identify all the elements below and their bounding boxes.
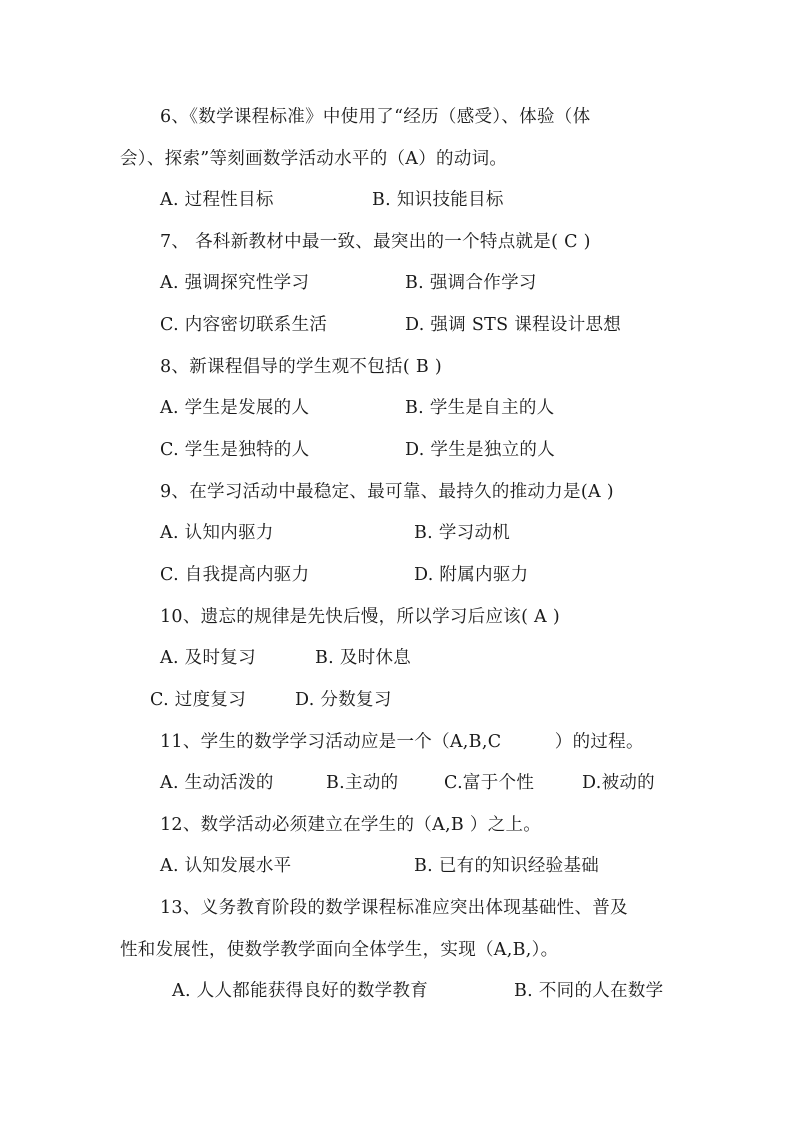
q12-option-b: B. 已有的知识经验基础 bbox=[414, 856, 600, 876]
q10-option-b: B. 及时休息 bbox=[315, 648, 412, 668]
q8-option-c: C. 学生是独特的人 bbox=[160, 440, 310, 460]
q10-stem: 10、遗忘的规律是先快后慢，所以学习后应该( A ) bbox=[160, 607, 560, 627]
q7-option-d: D. 强调 STS 课程设计思想 bbox=[405, 315, 622, 335]
q13-option-a: A. 人人都能获得良好的数学教育 bbox=[172, 981, 429, 1001]
q9-option-c: C. 自我提高内驱力 bbox=[160, 565, 310, 585]
q9-stem: 9、在学习活动中最稳定、最可靠、最持久的推动力是(A ) bbox=[160, 482, 614, 502]
q11-option-b: B.主动的 bbox=[326, 773, 399, 793]
q12-stem: 12、数学活动必须建立在学生的（A,B ）之上。 bbox=[160, 815, 542, 835]
q11-option-a: A. 生动活泼的 bbox=[160, 773, 274, 793]
q10-option-d: D. 分数复习 bbox=[295, 690, 392, 710]
q13-stem-line1: 13、义务教育阶段的数学课程标准应突出体现基础性、普及 bbox=[160, 898, 628, 918]
q8-option-a: A. 学生是发展的人 bbox=[160, 398, 310, 418]
q9-option-b: B. 学习动机 bbox=[414, 523, 511, 543]
q11-option-c: C.富于个性 bbox=[444, 773, 535, 793]
q6-option-a: A. 过程性目标 bbox=[160, 190, 274, 210]
q9-option-d: D. 附属内驱力 bbox=[414, 565, 529, 585]
q10-option-c: C. 过度复习 bbox=[150, 690, 246, 710]
q10-option-a: A. 及时复习 bbox=[160, 648, 256, 668]
q13-option-b: B. 不同的人在数学 bbox=[514, 981, 664, 1001]
q7-stem: 7、 各科新教材中最一致、最突出的一个特点就是( C ) bbox=[160, 232, 591, 252]
q9-option-a: A. 认知内驱力 bbox=[160, 523, 274, 543]
q6-option-b: B. 知识技能目标 bbox=[372, 190, 504, 210]
q8-stem: 8、新课程倡导的学生观不包括( B ) bbox=[160, 357, 442, 377]
q6-stem-line2: 会）、探索”等刻画数学活动水平的（A）的动词。 bbox=[120, 149, 508, 169]
q8-option-d: D. 学生是独立的人 bbox=[405, 440, 556, 460]
q6-stem-line1: 6、《数学课程标准》中使用了“经历（感受）、体验（体 bbox=[160, 107, 591, 127]
q12-option-a: A. 认知发展水平 bbox=[160, 856, 292, 876]
q7-option-b: B. 强调合作学习 bbox=[405, 273, 537, 293]
q11-stem: 11、学生的数学学习活动应是一个（A,B,C ）的过程。 bbox=[160, 732, 644, 752]
q11-option-d: D.被动的 bbox=[582, 773, 655, 793]
q8-option-b: B. 学生是自主的人 bbox=[405, 398, 555, 418]
q7-option-c: C. 内容密切联系生活 bbox=[160, 315, 328, 335]
q7-option-a: A. 强调探究性学习 bbox=[160, 273, 310, 293]
q13-stem-line2: 性和发展性，使数学教学面向全体学生，实现（A,B,）。 bbox=[120, 940, 559, 960]
